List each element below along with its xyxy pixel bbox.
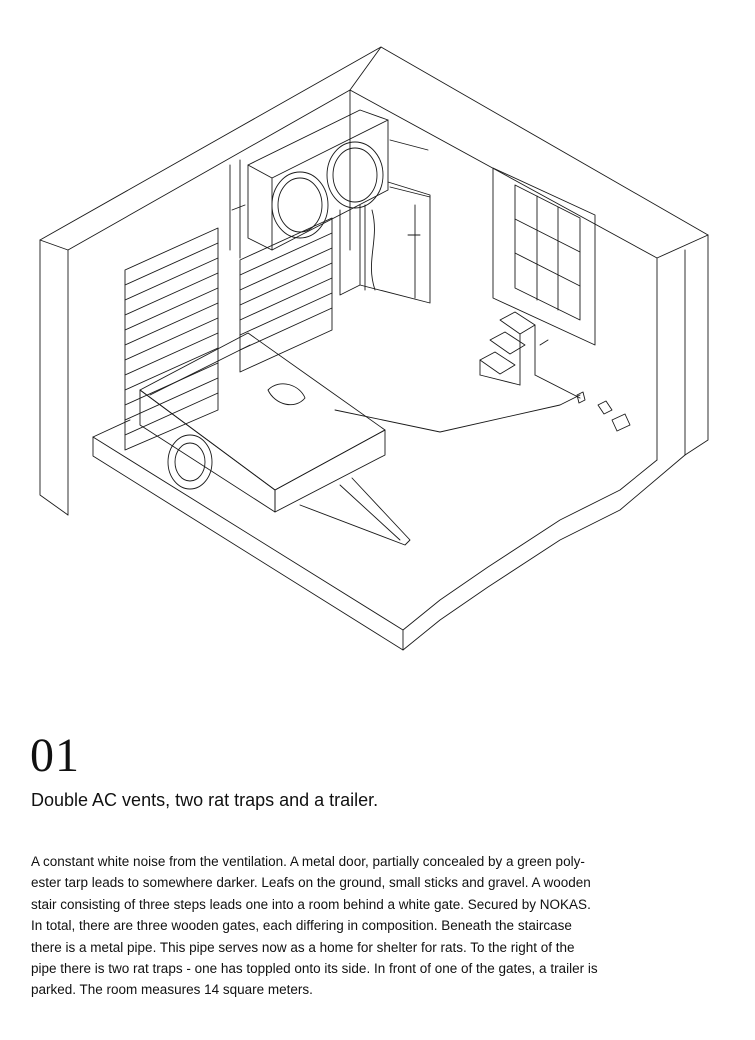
- wooden-stair: [480, 312, 548, 385]
- entry-number: 01: [30, 729, 80, 782]
- pipe-and-rat-traps: [535, 375, 630, 431]
- entry-title: Double AC vents, two rat traps and a trailer.: [31, 790, 379, 810]
- wall-frame: [40, 47, 708, 515]
- back-gate: [340, 182, 430, 303]
- description-line: In total, there are three wooden gates, each differing in composition. Beneath the staircase: [31, 918, 572, 934]
- description-line: ester tarp leads to somewhere darker. Leafs on the ground, small sticks and gravel. A wooden: [31, 875, 591, 891]
- rolling-shutter-left: [125, 228, 218, 450]
- description-line: pipe there is two rat traps - one has toppled onto its side. In front of one of the gates, a trailer is: [31, 961, 598, 977]
- ac-unit: [230, 110, 428, 258]
- description-line: there is a metal pipe. This pipe serves now as a home for shelter for rats. To the right of the: [31, 939, 575, 955]
- description-line: A constant white noise from the ventilation. A metal door, partially concealed by a green poly-: [31, 854, 585, 869]
- floor-slab: [93, 395, 685, 650]
- entry-description: [31, 851, 681, 1001]
- description-line: stair consisting of three steps leads one into a room behind a white gate. Secured by NOKAS.: [31, 896, 591, 912]
- description-line: parked. The room measures 14 square meters.: [31, 982, 313, 998]
- window: [493, 168, 595, 345]
